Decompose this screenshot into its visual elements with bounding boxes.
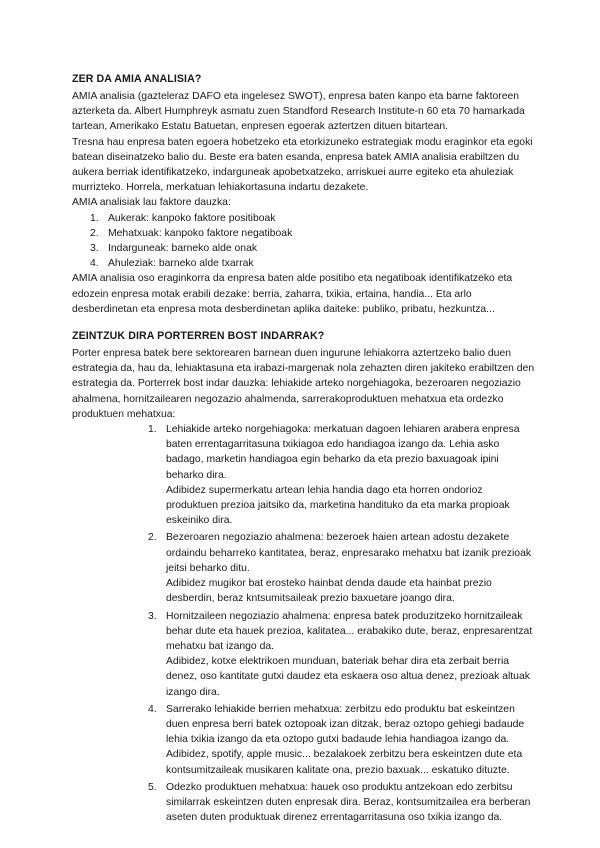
list-item bbox=[90, 241, 536, 256]
list-item bbox=[148, 780, 536, 826]
list-number: 5. bbox=[148, 781, 157, 793]
list-text: Mehatxuak: kanpoko faktore negatiboak bbox=[108, 227, 293, 239]
force-example: Adibidez mugikor bat erosteko hainbat denda daude eta hainbat prezio desberdin, beraz kntsumitsaileak prezio baxuetare joango dira. bbox=[166, 578, 492, 605]
force-example: Adibidez, spotify, apple music... bezalakoek zerbitzu bera eskeintzen dute eta kontsumitzaileak musikaren kalitate ona, prezio baxuak... eskatuko dituzte. bbox=[166, 749, 523, 776]
force-description: Sarrerako lehiakide berrien mehatxua: zerbitzu edo produktu bat eskeintzen duen enpresa berri batek oztopoak izan ditzak, beraz oztopo gehiegi badaude lehia txikia izango da eta oztopo gutxi badaude lehia handiagoa izango da. bbox=[166, 703, 525, 746]
force-description: Bezeroaren negoziazio ahalmena: bezeroek haien artean adostu dezakete ordaindu beharreko kantitatea, beraz, enpresarako mehatxu bat izanik prezioak jeitsi beharko ditu. bbox=[166, 532, 532, 574]
paragraph: AMIA analisiak lau faktore dauzka: bbox=[72, 197, 231, 209]
list-text: Indarguneak: barneko alde onak bbox=[108, 243, 258, 255]
list-number: 4. bbox=[90, 258, 99, 270]
list-item bbox=[90, 226, 536, 241]
list-text: Ahuleziak: barneko alde txarrak bbox=[108, 258, 254, 270]
force-description: Lehiakide arteko norgehiagoka: merkatuan dagoen lehiaren arabera enpresa baten errentagarritasuna txikiagoa edo handiagoa izango da. Lehia asko badago, marketin handiagoa egin beharko da eta prezio baxuagoak ipini beharko dira. bbox=[166, 424, 520, 481]
list-number: 2. bbox=[90, 227, 99, 239]
list-number: 3. bbox=[148, 610, 157, 622]
list-item bbox=[148, 422, 536, 528]
list-item bbox=[148, 530, 536, 606]
list-number: 4. bbox=[148, 703, 157, 715]
list-text: Aukerak: kanpoko faktore positiboak bbox=[108, 212, 276, 224]
forces-list bbox=[72, 422, 536, 825]
list-number: 2. bbox=[148, 532, 157, 544]
list-number: 1. bbox=[148, 424, 157, 436]
list-item bbox=[90, 211, 536, 226]
list-item bbox=[148, 702, 536, 778]
list-item bbox=[90, 256, 536, 271]
force-description: Hornitzaileen negoziazio ahalmena: enpresa batek produzitzeko hornitzaileak behar dute eta hauek prezioa, kalitatea... erabakiko dute, beraz, enpresarentzat mehatxu bat izango da. bbox=[166, 610, 533, 652]
force-example: Adibidez, kotxe elektrikoen munduan, bateriak behar dira eta zerbait berria denez, oso kantitate gutxi daudez eta eskaera oso altua denez, prezioak altuak izango dira. bbox=[166, 656, 530, 698]
paragraph: Porter enpresa batek bere sektorearen barnean duen ingurune lehiakorra aztertzeko balio duen estrategia da, hau da, lehiaktasuna eta irabazi-margenak nola zehazten diren jakiteko erabiltzen den estrategia da. Porterrek bost indar dauzka: lehiakide arteko norgehiagoka, bezeroaren negoziazio ahalmena, hornitzailearen negozazio ahalmenda, sarrerakoproduktuen mehatxua eta ordezko produktuen mehatxua: bbox=[72, 348, 535, 420]
force-description: Odezko produktuen mehatxua: hauek oso produktu antzekoan edo zerbitsu similarrak eskeintzen duten enpresak dira. Beraz, kontsumitzailea era berberan aseten duten produktuak direnez errentagarritasuna oso txikia izango da. bbox=[166, 781, 531, 824]
paragraph: AMIA analisia oso eraginkorra da enpresa baten alde positibo eta negatiboak identifikatzeko eta edozein enpresa motak erabili dezake: berria, zaharra, txikia, ertaina, handia... Eta arlo desberdinetan eta enpresa mota desberdinetan aplika daiteke: publiko, pribatu, hezkuntza... bbox=[72, 273, 513, 315]
section-title-amia: ZER DA AMIA ANALISIA? bbox=[72, 73, 202, 85]
force-example: Adibidez supermerkatu artean lehia handia dago eta horren ondorioz produktuen prezioa jaitsiko da, marketina handituko da eta marka propioak eskeiniko dira. bbox=[166, 484, 510, 527]
paragraph: AMIA analisia (gazteleraz DAFO eta ingelesez SWOT), enpresa baten kanpo eta barne faktoreen azterketa da. Albert Humphreyk asmatu zuen Standford Research Institute-n 60 eta 70 hamarkada tartean, Amerikako Estatu Batuetan, enpresen egoerak aztertzen dituen bitartean. bbox=[72, 91, 525, 133]
factor-list bbox=[72, 211, 536, 272]
section-title-porter: ZEINTZUK DIRA PORTERREN BOST INDARRAK? bbox=[72, 330, 325, 343]
paragraph: Tresna hau enpresa baten egoera hobetzeko eta etorkizuneko estrategiak modu eraginkor eta egoki batean diseinatzeko balio du. Beste era baten esanda, enpresa batek AMIA analisia erabiltzen du aukera berriak identifikatzeko, indarguneak apobetxatzeko, arriskuei aurre egiteko eta ahuleziak murrizteko. Horrela, merkatuan lehiakortasuna indartu dezakete. bbox=[72, 136, 533, 194]
list-item bbox=[148, 609, 536, 700]
list-number: 1. bbox=[90, 212, 99, 224]
list-number: 3. bbox=[90, 243, 99, 255]
